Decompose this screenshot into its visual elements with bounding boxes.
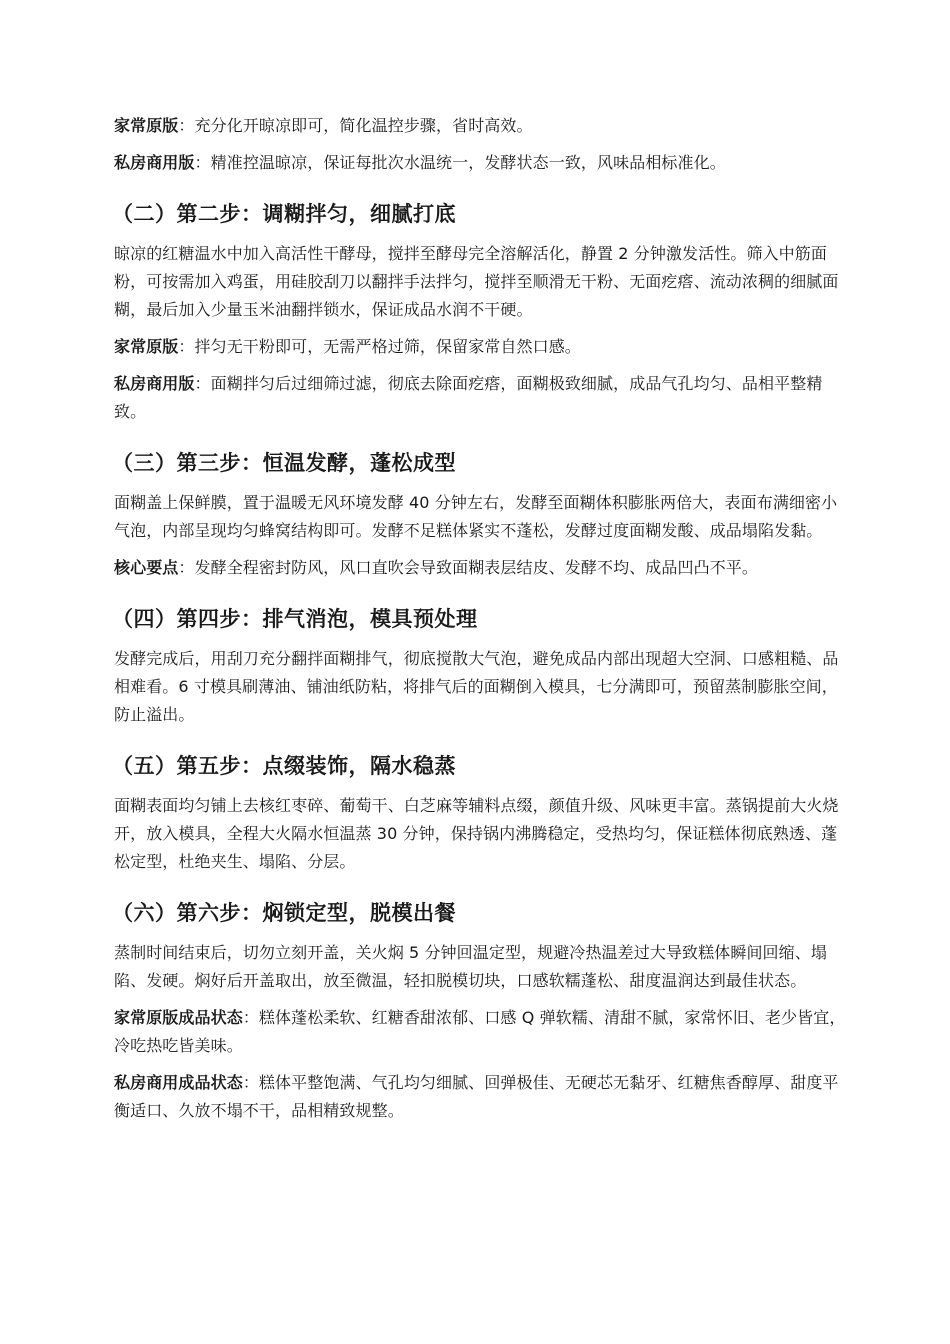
note-label: 私房商用版 [114,374,195,393]
section-body-step-5: 面糊表面均匀铺上去核红枣碎、葡萄干、白芝麻等辅料点缀，颜值升级、风味更丰富。蒸锅提前大火烧开，放入模具，全程大火隔水恒温蒸 30 分钟，保持锅内沸腾稳定，受热均匀，保证糕体彻底熟透、蓬松定型，杜绝夹生、塌陷、分层。 [114,796,839,871]
note-text: ：糕体平整饱满、气孔均匀细腻、回弹极佳、无硬芯无黏牙、红糖焦香醇厚、甜度平衡适口、久放不塌不干，品相精致规整。 [114,1073,839,1120]
note-label: 家常原版 [114,116,179,135]
note-label: 私房商用成品状态 [114,1073,243,1092]
note-label: 家常原版 [114,337,179,356]
section-body-step-6: 蒸制时间结束后，切勿立刻开盖，关火焖 5 分钟回温定型，规避冷热温差过大导致糕体瞬间回缩、塌陷、发硬。焖好后开盖取出，放至微温，轻扣脱模切块，口感软糯蓬松、甜度温润达到最佳状态。 [114,943,827,990]
intro-note-home [114,112,846,140]
note-text: ：精准控温晾凉，保证每批次水温统一，发酵状态一致，风味品相标准化。 [194,153,726,172]
note-label: 私房商用版 [114,153,195,172]
section-body-step-4: 发酵完成后，用刮刀充分翻拌面糊排气，彻底搅散大气泡，避免成品内部出现超大空洞、口感粗糙、品相难看。6 寸模具刷薄油、铺油纸防粘，将排气后的面糊倒入模具，七分满即可，预留蒸制膨胀空间，防止溢出。 [114,649,839,724]
note-text: ：糕体蓬松柔软、红糖香甜浓郁、口感 Q 弹软糯、清甜不腻，家常怀旧、老少皆宜，冷吃热吃皆美味。 [114,1008,846,1055]
note-text: ：充分化开晾凉即可，简化温控步骤，省时高效。 [178,116,533,135]
section-note [114,1069,846,1125]
section-heading-step-6: （六）第六步：焖锁定型，脱模出餐 [112,901,456,925]
section-body-step-3: 面糊盖上保鲜膜，置于温暖无风环境发酵 40 分钟左右，发酵至面糊体积膨胀两倍大，表面布满细密小气泡，内部呈现均匀蜂窝结构即可。发酵不足糕体紧实不蓬松，发酵过度面糊发酸、成品塌陷发黏。 [114,493,838,540]
section-heading-step-5: （五）第五步：点缀装饰，隔水稳蒸 [112,754,456,778]
note-text: ：拌匀无干粉即可，无需严格过筛，保留家常自然口感。 [178,337,581,356]
section-heading-step-3: （三）第三步：恒温发酵，蓬松成型 [112,451,456,475]
note-label: 核心要点 [114,558,179,577]
section-body-step-2: 晾凉的红糖温水中加入高活性干酵母，搅拌至酵母完全溶解活化，静置 2 分钟激发活性。筛入中筋面粉，可按需加入鸡蛋，用硅胶刮刀以翻拌手法拌匀，搅拌至顺滑无干粉、无面疙瘩、流动浓稠的细腻面糊，最后加入少量玉米油翻拌锁水，保证成品水润不干硬。 [114,244,839,319]
note-label: 家常原版成品状态 [114,1008,243,1027]
document-page [114,112,846,1134]
section-note [114,1004,846,1060]
section-note [114,370,846,426]
note-text: ：发酵全程密封防风，风口直吹会导致面糊表层结皮、发酵不均、成品凹凸不平。 [178,558,759,577]
intro-note-commercial [114,149,846,177]
note-text: ：面糊拌匀后过细筛过滤，彻底去除面疙瘩，面糊极致细腻，成品气孔均匀、品相平整精致。 [114,374,823,421]
section-heading-step-2: （二）第二步：调糊拌匀，细腻打底 [112,202,456,226]
section-note [114,333,846,361]
section-note [114,554,846,582]
section-heading-step-4: （四）第四步：排气消泡，模具预处理 [112,607,478,631]
